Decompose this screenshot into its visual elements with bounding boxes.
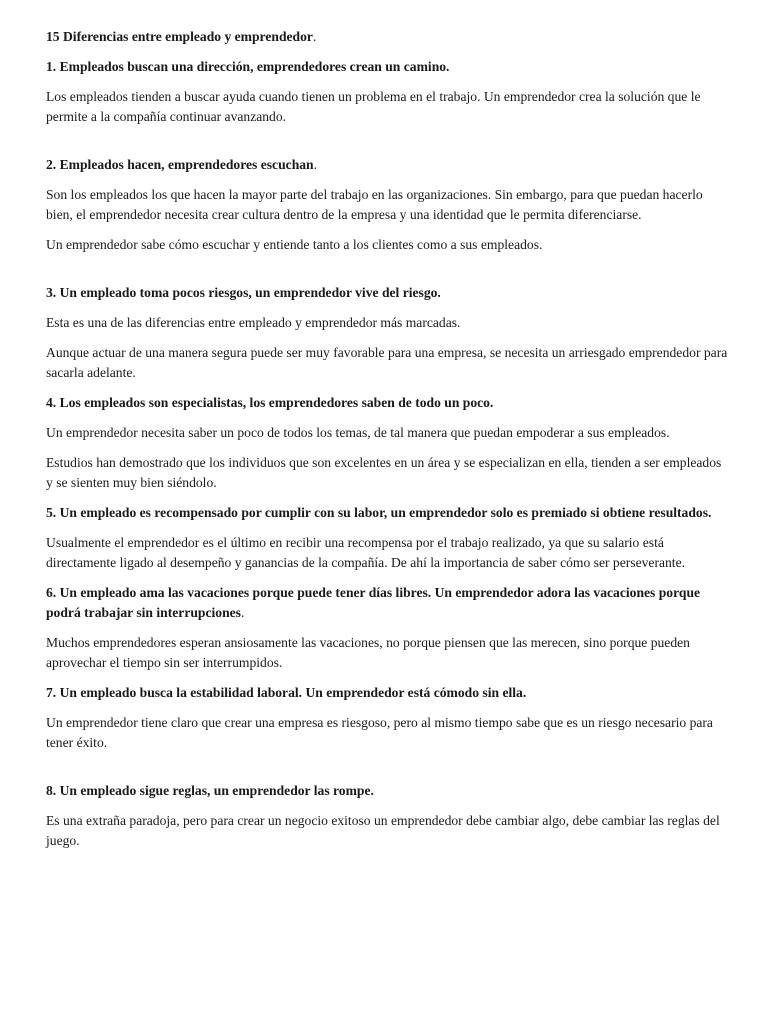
section-3-paragraph-1: Esta es una de las diferencias entre empleado y emprendedor más marcadas. bbox=[46, 315, 461, 330]
section-7-paragraph-1: Un emprendedor tiene claro que crear una empresa es riesgoso, pero al mismo tiempo sabe que es un riesgo necesario para tener éxito. bbox=[46, 715, 713, 750]
section-4-paragraph-1: Un emprendedor necesita saber un poco de todos los temas, de tal manera que puedan empoderar a sus empleados. bbox=[46, 425, 670, 440]
section-heading-5 bbox=[46, 503, 728, 523]
section-gap bbox=[46, 137, 728, 155]
section-heading-3-text: 3. Un empleado toma pocos riesgos, un emprendedor vive del riesgo. bbox=[46, 285, 441, 300]
section-heading-5-text: 5. Un empleado es recompensado por cumplir con su labor, un emprendedor solo es premiado si obtiene resultados. bbox=[46, 505, 712, 520]
section-heading-6-text: 6. Un empleado ama las vacaciones porque puede tener días libres. Un emprendedor adora las vacaciones porque podrá trabajar sin interrupciones bbox=[46, 585, 701, 620]
section-heading-2 bbox=[46, 155, 728, 175]
section-3-paragraph-2: Aunque actuar de una manera segura puede ser muy favorable para una empresa, se necesita un arriesgado emprendedor para sacarla adelante. bbox=[46, 345, 728, 380]
section-8-paragraph-1: Es una extraña paradoja, pero para crear un negocio exitoso un emprendedor debe cambiar algo, debe cambiar las reglas del juego. bbox=[46, 813, 720, 848]
section-gap bbox=[46, 763, 728, 781]
section-heading-8 bbox=[46, 781, 728, 801]
section-heading-6 bbox=[46, 583, 728, 623]
section-heading-8-text: 8. Un empleado sigue reglas, un emprendedor las rompe. bbox=[46, 783, 374, 798]
section-heading-7-text: 7. Un empleado busca la estabilidad laboral. Un emprendedor está cómodo sin ella. bbox=[46, 685, 527, 700]
section-heading-3 bbox=[46, 283, 728, 303]
section-gap bbox=[46, 265, 728, 283]
section-heading-7 bbox=[46, 683, 728, 703]
document-title-text: 15 Diferencias entre empleado y emprendedor bbox=[46, 29, 313, 44]
section-heading-2-tail: . bbox=[313, 157, 318, 172]
document-title bbox=[46, 27, 728, 47]
section-4-paragraph-2: Estudios han demostrado que los individuos que son excelentes en un área y se especializan en ella, tienden a ser empleados y se sienten muy bien siéndolo. bbox=[46, 455, 722, 490]
section-heading-1 bbox=[46, 57, 728, 77]
section-2-paragraph-1: Son los empleados los que hacen la mayor parte del trabajo en las organizaciones. Sin embargo, para que puedan hacerlo bien, el emprendedor necesita crear cultura dentro de la empresa y una identidad que le permita diferenciarse. bbox=[46, 187, 703, 222]
section-5-paragraph-1: Usualmente el emprendedor es el último en recibir una recompensa por el trabajo realizado, ya que su salario está directamente ligado al desempeño y ganancias de la compañía. De ahí la importancia de saber cómo ser perseverante. bbox=[46, 535, 686, 570]
section-2-paragraph-2: Un emprendedor sabe cómo escuchar y entiende tanto a los clientes como a sus empleados. bbox=[46, 237, 543, 252]
section-heading-4 bbox=[46, 393, 728, 413]
section-heading-4-text: 4. Los empleados son especialistas, los emprendedores saben de todo un poco. bbox=[46, 395, 494, 410]
section-heading-2-text: 2. Empleados hacen, emprendedores escuchan bbox=[46, 157, 314, 172]
section-6-paragraph-1: Muchos emprendedores esperan ansiosamente las vacaciones, no porque piensen que las merecen, sino porque pueden aprovechar el tiempo sin ser interrumpidos. bbox=[46, 635, 690, 670]
document-title-period: . bbox=[312, 29, 317, 44]
section-1-paragraph-1: Los empleados tienden a buscar ayuda cuando tienen un problema en el trabajo. Un emprendedor crea la solución que le permite a la compañía continuar avanzando. bbox=[46, 89, 701, 124]
section-heading-1-text: 1. Empleados buscan una dirección, emprendedores crean un camino. bbox=[46, 59, 450, 74]
section-heading-6-tail: . bbox=[240, 605, 245, 620]
